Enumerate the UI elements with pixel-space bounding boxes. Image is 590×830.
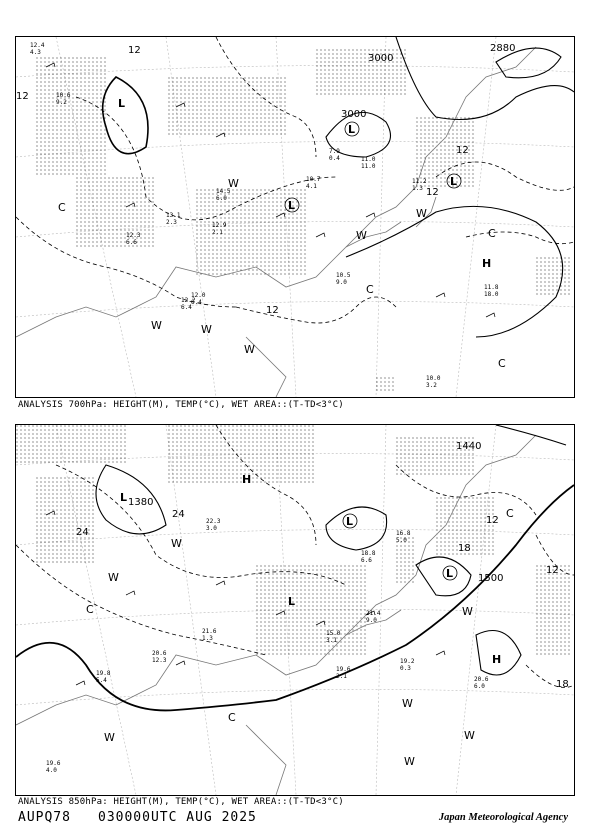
height-label: 2880 bbox=[490, 43, 516, 54]
station-value: 6.4 bbox=[191, 299, 202, 306]
station-value: 15.0 bbox=[326, 630, 341, 637]
station-value: 14.5 bbox=[216, 188, 231, 195]
warm-label: W bbox=[244, 343, 255, 356]
analysis-700hpa-map bbox=[15, 36, 575, 398]
station-value: 3.2 bbox=[426, 382, 437, 389]
station-value: 9.0 bbox=[366, 617, 377, 624]
isotherm-label: 12 bbox=[266, 305, 279, 316]
station-value: 4.3 bbox=[30, 49, 41, 56]
station-value: 19.6 bbox=[336, 666, 351, 673]
warm-label: W bbox=[464, 729, 475, 742]
station-value: 19.6 bbox=[46, 760, 61, 767]
low-center: L bbox=[118, 97, 126, 110]
low-center: L bbox=[346, 515, 354, 528]
warm-label: W bbox=[171, 537, 182, 550]
station-value: 18.8 bbox=[361, 550, 376, 557]
station-value: 12.9 bbox=[212, 222, 227, 229]
station-value: 2.3 bbox=[166, 219, 177, 226]
station-value: 16.8 bbox=[396, 530, 411, 537]
cold-label: C bbox=[366, 283, 374, 296]
station-value: 20.6 bbox=[152, 650, 167, 657]
low-center: L bbox=[446, 567, 454, 580]
valid-time: 030000UTC AUG 2025 bbox=[98, 810, 257, 825]
isotherm-label: 12 bbox=[128, 45, 141, 56]
station-value: 6.6 bbox=[126, 239, 137, 246]
station-value: 4.0 bbox=[46, 767, 57, 774]
high-center: H bbox=[492, 653, 502, 666]
station-value: 21.6 bbox=[202, 628, 217, 635]
station-value: 21.4 bbox=[366, 610, 381, 617]
station-value: 12.2 bbox=[181, 297, 196, 304]
station-value: 1.3 bbox=[202, 635, 213, 642]
isotherm-label: 12 bbox=[546, 565, 559, 576]
low-center: L bbox=[288, 595, 296, 608]
station-value: 18.0 bbox=[484, 291, 499, 298]
isotherm-label: 18 bbox=[556, 679, 569, 690]
cold-label: C bbox=[228, 711, 236, 724]
wet-area-shading bbox=[36, 47, 571, 392]
map-850-canvas bbox=[16, 425, 574, 795]
station-value: 22.3 bbox=[206, 518, 221, 525]
station-value: 3.0 bbox=[206, 525, 217, 532]
low-center: L bbox=[288, 199, 296, 212]
high-center: H bbox=[242, 473, 252, 486]
warm-label: W bbox=[228, 177, 239, 190]
station-value: 5.4 bbox=[96, 677, 107, 684]
cold-label: C bbox=[488, 227, 496, 240]
low-center: L bbox=[120, 491, 128, 504]
station-value: 11.2 bbox=[412, 178, 427, 185]
station-value: 7.9 bbox=[329, 148, 340, 155]
station-value: 20.6 bbox=[474, 676, 489, 683]
isotherm-label: 24 bbox=[172, 509, 185, 520]
cold-label: C bbox=[86, 603, 94, 616]
map-700-canvas bbox=[16, 37, 574, 397]
low-center: L bbox=[348, 123, 356, 136]
warm-label: W bbox=[416, 207, 427, 220]
low-center: L bbox=[450, 175, 458, 188]
isotherm-label: 24 bbox=[76, 527, 89, 538]
warm-label: W bbox=[201, 323, 212, 336]
station-value: 5.0 bbox=[396, 537, 407, 544]
warm-label: W bbox=[402, 697, 413, 710]
station-value: 11.8 bbox=[484, 284, 499, 291]
station-value: 11.0 bbox=[361, 156, 376, 163]
station-value: 13.1 bbox=[166, 212, 181, 219]
station-value: 10.7 bbox=[306, 176, 321, 183]
warm-label: W bbox=[108, 571, 119, 584]
warm-label: W bbox=[356, 229, 367, 242]
station-value: 2.1 bbox=[212, 229, 223, 236]
isotherm-label: 12 bbox=[456, 145, 469, 156]
warm-label: W bbox=[151, 319, 162, 332]
cold-label: C bbox=[498, 357, 506, 370]
height-label: 1380 bbox=[128, 497, 154, 508]
height-label: 3000 bbox=[368, 53, 394, 64]
isotherm-label: 12 bbox=[16, 91, 29, 102]
station-value: 6.6 bbox=[361, 557, 372, 564]
isotherm-label: 12 bbox=[426, 187, 439, 198]
station-value: 9.0 bbox=[336, 279, 347, 286]
height-label: 1440 bbox=[456, 441, 482, 452]
high-center: H bbox=[482, 257, 492, 270]
wet-area-shading bbox=[16, 425, 571, 655]
station-value: 12.3 bbox=[126, 232, 141, 239]
station-value: 10.5 bbox=[336, 272, 351, 279]
station-value: 12.3 bbox=[152, 657, 167, 664]
station-value: 0.3 bbox=[400, 665, 411, 672]
station-value: 0.4 bbox=[329, 155, 340, 162]
agency-name: Japan Meteorological Agency bbox=[438, 812, 568, 823]
warm-label: W bbox=[404, 755, 415, 768]
cold-label: C bbox=[58, 201, 66, 214]
height-label: 3000 bbox=[341, 109, 367, 120]
station-value: 19.2 bbox=[400, 658, 415, 665]
station-value: 2.1 bbox=[336, 673, 347, 680]
station-value: 12.4 bbox=[30, 42, 45, 49]
station-value: 9.2 bbox=[56, 99, 67, 106]
station-value: 19.8 bbox=[96, 670, 111, 677]
station-value: 6.0 bbox=[216, 195, 227, 202]
station-value: 10.6 bbox=[56, 92, 71, 99]
cold-label: C bbox=[506, 507, 514, 520]
station-value: 11.0 bbox=[361, 163, 376, 170]
station-value: 3.1 bbox=[326, 637, 337, 644]
isotherm-label: 12 bbox=[486, 515, 499, 526]
station-value: 6.0 bbox=[474, 683, 485, 690]
warm-label: W bbox=[462, 605, 473, 618]
analysis-850hpa-map bbox=[15, 424, 575, 796]
isotherm-label: 18 bbox=[458, 543, 471, 554]
chart-id: AUPQ78 bbox=[18, 810, 71, 825]
height-label: 1500 bbox=[478, 573, 504, 584]
station-value: 12.0 bbox=[191, 292, 206, 299]
station-value: 6.4 bbox=[181, 304, 192, 311]
caption-850hpa: ANALYSIS 850hPa: HEIGHT(M), TEMP(°C), WET AREA::(T-TD<3°C) bbox=[18, 797, 344, 807]
warm-label: W bbox=[104, 731, 115, 744]
caption-700hpa: ANALYSIS 700hPa: HEIGHT(M), TEMP(°C), WET AREA::(T-TD<3°C) bbox=[18, 400, 344, 410]
station-value: 1.3 bbox=[412, 185, 423, 192]
station-value: 4.1 bbox=[306, 183, 317, 190]
station-barbs bbox=[46, 511, 445, 685]
station-value: 10.0 bbox=[426, 375, 441, 382]
